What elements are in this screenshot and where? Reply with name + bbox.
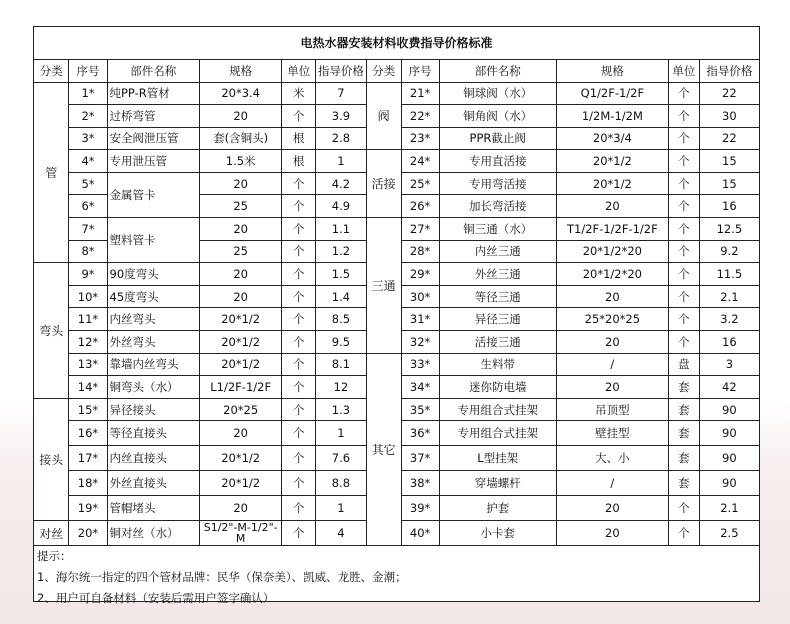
item-number: 7*	[69, 218, 107, 241]
item-price: 2.1	[699, 496, 759, 521]
item-price: 1	[316, 421, 366, 446]
item-spec: 20	[556, 195, 668, 218]
item-number: 25*	[401, 172, 439, 195]
item-unit: 个	[668, 496, 699, 521]
item-unit: 个	[668, 127, 699, 150]
item-spec: 25	[200, 195, 282, 218]
item-name: 等径直接头	[107, 421, 200, 446]
item-number: 37*	[401, 446, 439, 471]
item-unit: 套	[668, 376, 699, 399]
item-name: 小卡套	[439, 521, 556, 546]
item-unit: 个	[282, 496, 316, 521]
item-price: 12	[316, 376, 366, 399]
item-spec: Q1/2F-1/2F	[556, 82, 668, 105]
item-price: 3.9	[316, 105, 366, 128]
item-price: 1	[316, 496, 366, 521]
item-number: 9*	[69, 263, 107, 286]
item-price: 7	[316, 82, 366, 105]
item-number: 21*	[401, 82, 439, 105]
item-number: 28*	[401, 240, 439, 263]
item-unit: 个	[668, 240, 699, 263]
column-header: 序号	[401, 60, 439, 82]
item-spec: 20	[200, 172, 282, 195]
item-spec: 20*25	[200, 398, 282, 421]
item-spec: 20	[200, 421, 282, 446]
column-header: 分类	[34, 60, 69, 82]
item-number: 12*	[69, 331, 107, 354]
item-spec: 1/2M-1/2M	[556, 105, 668, 128]
item-price: 7.6	[316, 446, 366, 471]
item-price: 16	[699, 331, 759, 354]
item-price: 90	[699, 446, 759, 471]
item-number: 4*	[69, 150, 107, 173]
item-unit: 个	[282, 376, 316, 399]
item-number: 23*	[401, 127, 439, 150]
item-price: 4	[316, 521, 366, 546]
item-unit: 根	[282, 150, 316, 173]
item-unit: 个	[282, 263, 316, 286]
item-name: 铜对丝（水）	[107, 521, 200, 546]
item-name: 生料带	[439, 353, 556, 376]
category-valve: 阀	[366, 82, 401, 150]
table-row	[34, 353, 759, 376]
item-price: 15	[699, 172, 759, 195]
column-header: 单位	[668, 60, 699, 82]
item-price: 2.8	[316, 127, 366, 150]
item-unit: 个	[668, 331, 699, 354]
item-number: 2*	[69, 105, 107, 128]
item-number: 3*	[69, 127, 107, 150]
note-brands: 1、海尔统一指定的四个管材品牌：民华（保奈美）、凯威、龙胜、金潮；	[37, 570, 407, 585]
item-name: 45度弯头	[107, 285, 200, 308]
item-number: 33*	[401, 353, 439, 376]
item-number: 20*	[69, 521, 107, 546]
item-spec: 20*1/2	[200, 308, 282, 331]
item-number: 5*	[69, 172, 107, 195]
item-name: 专用组合式挂架	[439, 421, 556, 446]
item-name: 铜弯头（水）	[107, 376, 200, 399]
item-name: 铜球阀（水）	[439, 82, 556, 105]
item-unit: 个	[282, 105, 316, 128]
item-number: 14*	[69, 376, 107, 399]
item-number: 16*	[69, 421, 107, 446]
item-name: 内丝三通	[439, 240, 556, 263]
item-number: 22*	[401, 105, 439, 128]
item-name: 铜三通（水）	[439, 218, 556, 241]
item-name: 专用组合式挂架	[439, 398, 556, 421]
item-price: 16	[699, 195, 759, 218]
item-price: 11.5	[699, 263, 759, 286]
item-number: 11*	[69, 308, 107, 331]
item-unit: 个	[282, 308, 316, 331]
item-name: 金属管卡	[107, 172, 200, 217]
item-spec: 20	[200, 218, 282, 241]
item-spec: 25	[200, 240, 282, 263]
item-name: 加长弯活接	[439, 195, 556, 218]
item-number: 26*	[401, 195, 439, 218]
column-header: 部件名称	[439, 60, 556, 82]
item-unit: 个	[282, 421, 316, 446]
item-price: 30	[699, 105, 759, 128]
item-number: 40*	[401, 521, 439, 546]
item-spec: 吊顶型	[556, 398, 668, 421]
item-spec: 大、小	[556, 446, 668, 471]
item-name: 靠墙内丝弯头	[107, 353, 200, 376]
item-unit: 个	[282, 521, 316, 546]
item-unit: 个	[282, 172, 316, 195]
item-price: 1.3	[316, 398, 366, 421]
item-price: 42	[699, 376, 759, 399]
item-name: 异径接头	[107, 398, 200, 421]
item-spec: 20*3.4	[200, 82, 282, 105]
column-header: 序号	[69, 60, 107, 82]
item-number: 10*	[69, 285, 107, 308]
item-unit: 米	[282, 82, 316, 105]
item-name: 内丝弯头	[107, 308, 200, 331]
column-header: 部件名称	[107, 60, 200, 82]
item-spec: 20*1/2*20	[556, 240, 668, 263]
item-price: 1.2	[316, 240, 366, 263]
item-number: 31*	[401, 308, 439, 331]
column-header: 指导价格	[699, 60, 759, 82]
item-price: 9.5	[316, 331, 366, 354]
item-price: 22	[699, 82, 759, 105]
item-number: 36*	[401, 421, 439, 446]
item-unit: 个	[282, 218, 316, 241]
item-name: PPR截止阀	[439, 127, 556, 150]
column-header: 分类	[366, 60, 401, 82]
item-price: 90	[699, 398, 759, 421]
item-number: 15*	[69, 398, 107, 421]
category-pair: 对丝	[34, 521, 69, 546]
item-name: 管帽堵头	[107, 496, 200, 521]
notes-heading: 提示：	[37, 549, 72, 564]
item-price: 22	[699, 127, 759, 150]
column-header: 规格	[556, 60, 668, 82]
item-spec: 20*1/2	[200, 331, 282, 354]
item-unit: 个	[282, 446, 316, 471]
item-name: 安全阀泄压管	[107, 127, 200, 150]
item-spec: T1/2F-1/2F-1/2F	[556, 218, 668, 241]
item-name: 专用直活接	[439, 150, 556, 173]
item-price: 1.4	[316, 285, 366, 308]
item-price: 1.1	[316, 218, 366, 241]
item-price: 9.2	[699, 240, 759, 263]
price-sheet	[33, 26, 760, 606]
item-name: 外丝三通	[439, 263, 556, 286]
item-spec: 20	[200, 263, 282, 286]
category-elbow: 弯头	[34, 263, 69, 399]
item-spec: 20*1/2*20	[556, 263, 668, 286]
item-price: 2.1	[699, 285, 759, 308]
item-price: 15	[699, 150, 759, 173]
category-live: 活接	[366, 150, 401, 218]
category-pipe: 管	[34, 82, 69, 263]
column-header: 规格	[200, 60, 282, 82]
item-number: 6*	[69, 195, 107, 218]
item-number: 30*	[401, 285, 439, 308]
item-name: 塑料管卡	[107, 218, 200, 263]
category-tee: 三通	[366, 218, 401, 354]
item-spec: S1/2"-M-1/2"-M	[200, 521, 282, 546]
item-unit: 个	[282, 240, 316, 263]
item-name: L型挂架	[439, 446, 556, 471]
item-unit: 个	[668, 172, 699, 195]
item-unit: 个	[668, 218, 699, 241]
item-name: 外丝直接头	[107, 471, 200, 496]
category-joint: 接头	[34, 398, 69, 521]
item-unit: 套	[668, 471, 699, 496]
item-unit: 套	[668, 398, 699, 421]
item-name: 90度弯头	[107, 263, 200, 286]
sheet-title: 电热水器安装材料收费指导价格标准	[34, 27, 759, 60]
item-spec: 20*1/2	[556, 150, 668, 173]
item-unit: 个	[668, 285, 699, 308]
item-unit: 个	[282, 331, 316, 354]
item-price: 8.1	[316, 353, 366, 376]
price-table	[34, 60, 759, 546]
item-unit: 个	[668, 195, 699, 218]
item-name: 穿墙螺杆	[439, 471, 556, 496]
item-number: 29*	[401, 263, 439, 286]
item-number: 18*	[69, 471, 107, 496]
item-unit: 个	[282, 285, 316, 308]
item-name: 纯PP-R管材	[107, 82, 200, 105]
item-spec: 20*1/2	[200, 353, 282, 376]
item-unit: 个	[668, 105, 699, 128]
item-unit: 个	[668, 308, 699, 331]
item-number: 19*	[69, 496, 107, 521]
item-number: 34*	[401, 376, 439, 399]
header-row	[34, 60, 759, 82]
item-price: 90	[699, 471, 759, 496]
item-price: 12.5	[699, 218, 759, 241]
item-spec: 20*1/2	[200, 471, 282, 496]
item-spec: 20*1/2	[200, 446, 282, 471]
item-number: 32*	[401, 331, 439, 354]
item-spec: 25*20*25	[556, 308, 668, 331]
item-unit: 根	[282, 127, 316, 150]
item-price: 1.5	[316, 263, 366, 286]
item-spec: 20	[556, 376, 668, 399]
item-unit: 个	[668, 150, 699, 173]
item-unit: 个	[282, 471, 316, 496]
item-unit: 套	[668, 446, 699, 471]
item-spec: 20	[200, 496, 282, 521]
table-row	[34, 82, 759, 105]
item-number: 1*	[69, 82, 107, 105]
item-unit: 个	[282, 398, 316, 421]
table-row	[34, 150, 759, 173]
item-spec: 20	[556, 331, 668, 354]
item-spec: 20	[556, 285, 668, 308]
item-price: 3.2	[699, 308, 759, 331]
item-number: 17*	[69, 446, 107, 471]
item-unit: 盘	[668, 353, 699, 376]
item-unit: 个	[282, 195, 316, 218]
column-header: 单位	[282, 60, 316, 82]
item-spec: /	[556, 471, 668, 496]
item-unit: 个	[668, 521, 699, 546]
item-price: 1	[316, 150, 366, 173]
item-name: 护套	[439, 496, 556, 521]
notes	[34, 546, 759, 609]
item-spec: 20	[200, 285, 282, 308]
item-spec: 20*3/4	[556, 127, 668, 150]
item-price: 4.9	[316, 195, 366, 218]
item-name: 专用弯活接	[439, 172, 556, 195]
item-spec: L1/2F-1/2F	[200, 376, 282, 399]
item-spec: 20	[556, 496, 668, 521]
note-self-supply: 2、用户可自备材料（安装后需用户签字确认）	[37, 591, 275, 606]
item-number: 35*	[401, 398, 439, 421]
item-name: 迷你防电墙	[439, 376, 556, 399]
item-number: 27*	[401, 218, 439, 241]
item-name: 外丝弯头	[107, 331, 200, 354]
item-number: 13*	[69, 353, 107, 376]
item-unit: 个	[668, 82, 699, 105]
item-name: 异径三通	[439, 308, 556, 331]
item-spec: 20	[200, 105, 282, 128]
item-price: 8.8	[316, 471, 366, 496]
item-name: 铜角阀（水）	[439, 105, 556, 128]
item-price: 90	[699, 421, 759, 446]
item-price: 4.2	[316, 172, 366, 195]
item-number: 8*	[69, 240, 107, 263]
item-name: 活接三通	[439, 331, 556, 354]
item-number: 39*	[401, 496, 439, 521]
item-unit: 个	[282, 353, 316, 376]
item-spec: 20*1/2	[556, 172, 668, 195]
item-spec: 套(含铜头)	[200, 127, 282, 150]
item-name: 专用泄压管	[107, 150, 200, 173]
item-spec: 壁挂型	[556, 421, 668, 446]
item-name: 内丝直接头	[107, 446, 200, 471]
item-spec: 20	[556, 521, 668, 546]
item-number: 24*	[401, 150, 439, 173]
item-name: 过桥弯管	[107, 105, 200, 128]
item-spec: 1.5米	[200, 150, 282, 173]
item-price: 2.5	[699, 521, 759, 546]
item-number: 38*	[401, 471, 439, 496]
item-price: 3	[699, 353, 759, 376]
item-price: 8.5	[316, 308, 366, 331]
column-header: 指导价格	[316, 60, 366, 82]
item-unit: 套	[668, 421, 699, 446]
item-spec: /	[556, 353, 668, 376]
table-row	[34, 218, 759, 241]
item-unit: 个	[668, 263, 699, 286]
item-name: 等径三通	[439, 285, 556, 308]
category-other: 其它	[366, 353, 401, 546]
